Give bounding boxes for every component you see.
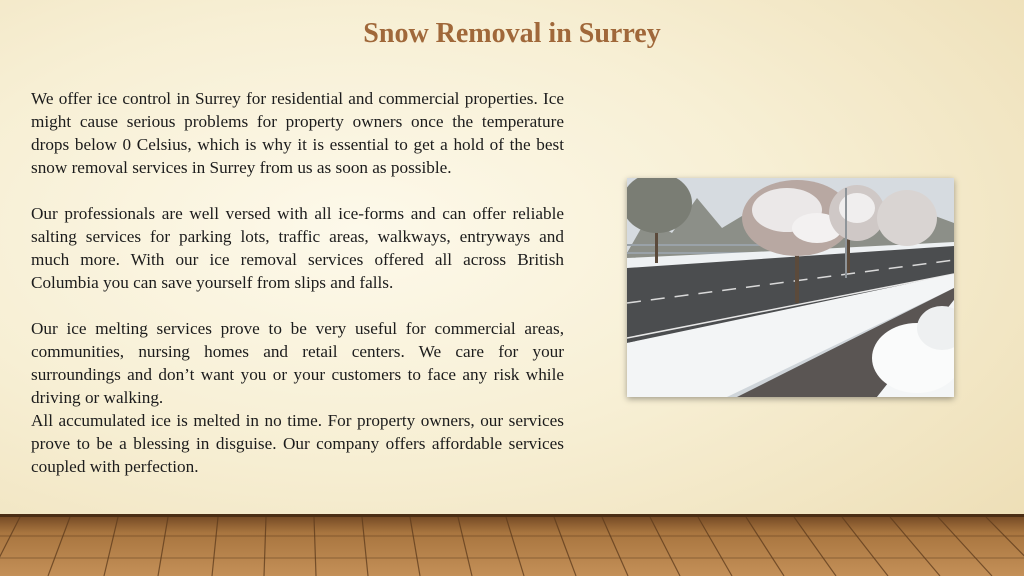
paragraph-accumulated-ice: All accumulated ice is melted in no time. For property owners, our services prove to be a blessing in disguise. Our company offers affordable services coupled with perfection. (31, 411, 564, 476)
body-text (31, 87, 564, 478)
slide-title: Snow Removal in Surrey (363, 18, 661, 49)
snowy-street-photo (627, 178, 954, 397)
paragraph-ice-control: We offer ice control in Surrey for residential and commercial properties. Ice might cause serious problems for property owners once the temperature drops below 0 Celsius, which is why it is essential to get a hold of the best snow removal services in Surrey from us as soon as possible. (31, 89, 564, 177)
wood-floor (0, 514, 1024, 576)
paragraph-ice-melting: Our ice melting services prove to be very useful for commercial areas, communities, nursing homes and retail centers. We care for your surroundings and don’t want you or your customers to face any risk while driving or walking. (31, 319, 564, 407)
paragraph-professionals: Our professionals are well versed with all ice-forms and can offer reliable salting services for parking lots, traffic areas, walkways, entryways and much more. With our ice removal services offered all across British Columbia you can save yourself from slips and falls. (31, 204, 564, 292)
